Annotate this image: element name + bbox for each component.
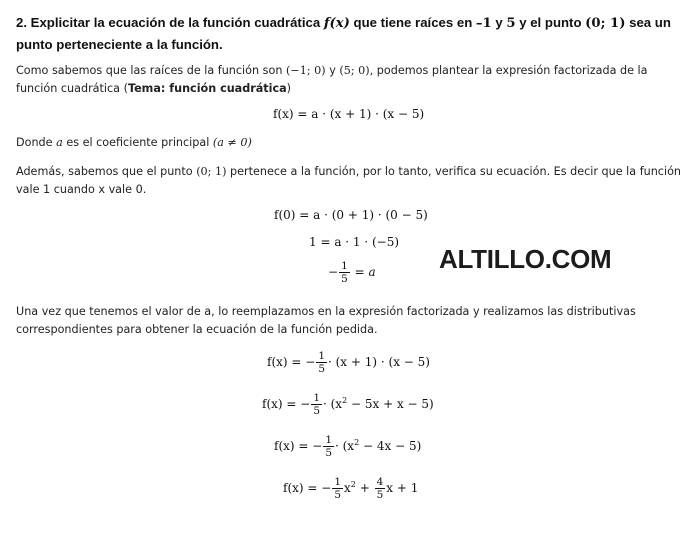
denominator: 5 xyxy=(334,489,341,501)
problem-prompt: Explicitar la ecuación de la función cuadrática xyxy=(30,15,324,30)
equation-final xyxy=(283,476,418,501)
lhs: f(x) = − xyxy=(274,439,323,453)
numerator: 1 xyxy=(318,350,325,362)
denominator: 5 xyxy=(341,273,348,285)
rhs: · (x xyxy=(335,439,355,453)
root-two: 5 xyxy=(506,16,516,31)
equation-factored: f(x) = a · (x + 1) · (x − 5) xyxy=(273,107,425,121)
problem-prompt-point: y el punto xyxy=(515,15,586,30)
rhs: − 4x − 5) xyxy=(359,439,422,453)
lhs: f(x) = − xyxy=(267,355,316,369)
denominator: 5 xyxy=(376,489,384,501)
fraction xyxy=(332,476,343,501)
paragraph-roots xyxy=(16,62,686,97)
plus-sign: + xyxy=(355,481,374,495)
text: Además, sabemos que el punto xyxy=(16,165,197,178)
variable: x xyxy=(344,481,351,495)
numerator: 1 xyxy=(341,260,348,272)
equation-step-3 xyxy=(274,434,421,459)
denominator: 5 xyxy=(325,447,332,459)
denominator: 5 xyxy=(318,363,325,375)
equation-substitution: f(0) = a · (0 + 1) · (0 − 5) xyxy=(274,208,428,222)
point-value: (0; 1) xyxy=(196,165,227,178)
problem-statement xyxy=(16,12,696,55)
root-point-one: (−1; 0) xyxy=(285,64,326,77)
exponent: 2 xyxy=(354,438,360,447)
exponent: 2 xyxy=(342,396,348,405)
problem-prompt-end: sea un punto perteneciente a la función. xyxy=(16,15,671,52)
fraction xyxy=(375,476,386,501)
text: Como sabemos que las raíces de la función son xyxy=(16,64,286,77)
problem-number: 2. xyxy=(16,15,27,30)
function-symbol: f(x) xyxy=(323,16,350,31)
paragraph-replace: Una vez que tenemos el valor de a, lo reemplazamos en la expresión factorizada y realizamos las distributivas correspondientes para obtener la ecuación de la función pedida. xyxy=(16,305,636,336)
fraction xyxy=(323,434,334,459)
root-one: –1 xyxy=(475,16,492,31)
text: , podemos plantear la expresión factorizada de la función cuadrática ( xyxy=(16,64,648,95)
lhs: f(x) = − xyxy=(262,397,311,411)
equation-simplified: 1 = a · 1 · (−5) xyxy=(309,235,400,249)
fraction xyxy=(316,350,327,375)
equation-step-2 xyxy=(262,392,434,417)
text: Donde xyxy=(16,136,57,149)
text: es el coeficiente principal xyxy=(62,136,213,149)
equation-step-1 xyxy=(267,350,430,375)
minus-sign: − xyxy=(328,265,339,279)
coefficient-condition: (a ≠ 0) xyxy=(212,136,252,149)
text: y xyxy=(325,64,340,77)
paragraph-coefficient xyxy=(16,134,686,152)
exponent: 2 xyxy=(350,480,356,489)
rhs: − 5x + x − 5) xyxy=(347,397,434,411)
text: pertenece a la función, por lo tanto, verifica su ecuación. Es decir que la función vale 1 cuando x vale 0. xyxy=(16,165,682,196)
paragraph-point xyxy=(16,163,686,198)
equation-coefficient-value xyxy=(328,260,376,285)
numerator: 4 xyxy=(376,476,384,488)
given-point: (0; 1) xyxy=(585,16,626,31)
rhs: x + 1 xyxy=(386,481,419,495)
fraction xyxy=(339,260,350,285)
numerator: 1 xyxy=(325,434,332,446)
denominator: 5 xyxy=(313,405,320,417)
fraction xyxy=(311,392,322,417)
numerator: 1 xyxy=(334,476,341,488)
lhs: f(x) = − xyxy=(283,481,332,495)
text: ) xyxy=(286,81,292,95)
numerator: 1 xyxy=(313,392,320,404)
coefficient-symbol: a xyxy=(56,136,63,149)
topic-label: Tema: función cuadrática xyxy=(127,81,287,95)
root-point-two: (5; 0) xyxy=(339,64,370,77)
altillo-watermark: ALTILLO.COM xyxy=(439,244,612,274)
conjunction: y xyxy=(491,15,507,30)
equals-a: = a xyxy=(354,265,376,279)
rhs: · (x + 1) · (x − 5) xyxy=(328,355,430,369)
rhs: · (x xyxy=(323,397,343,411)
problem-prompt-roots: que tiene raíces en xyxy=(349,15,476,30)
